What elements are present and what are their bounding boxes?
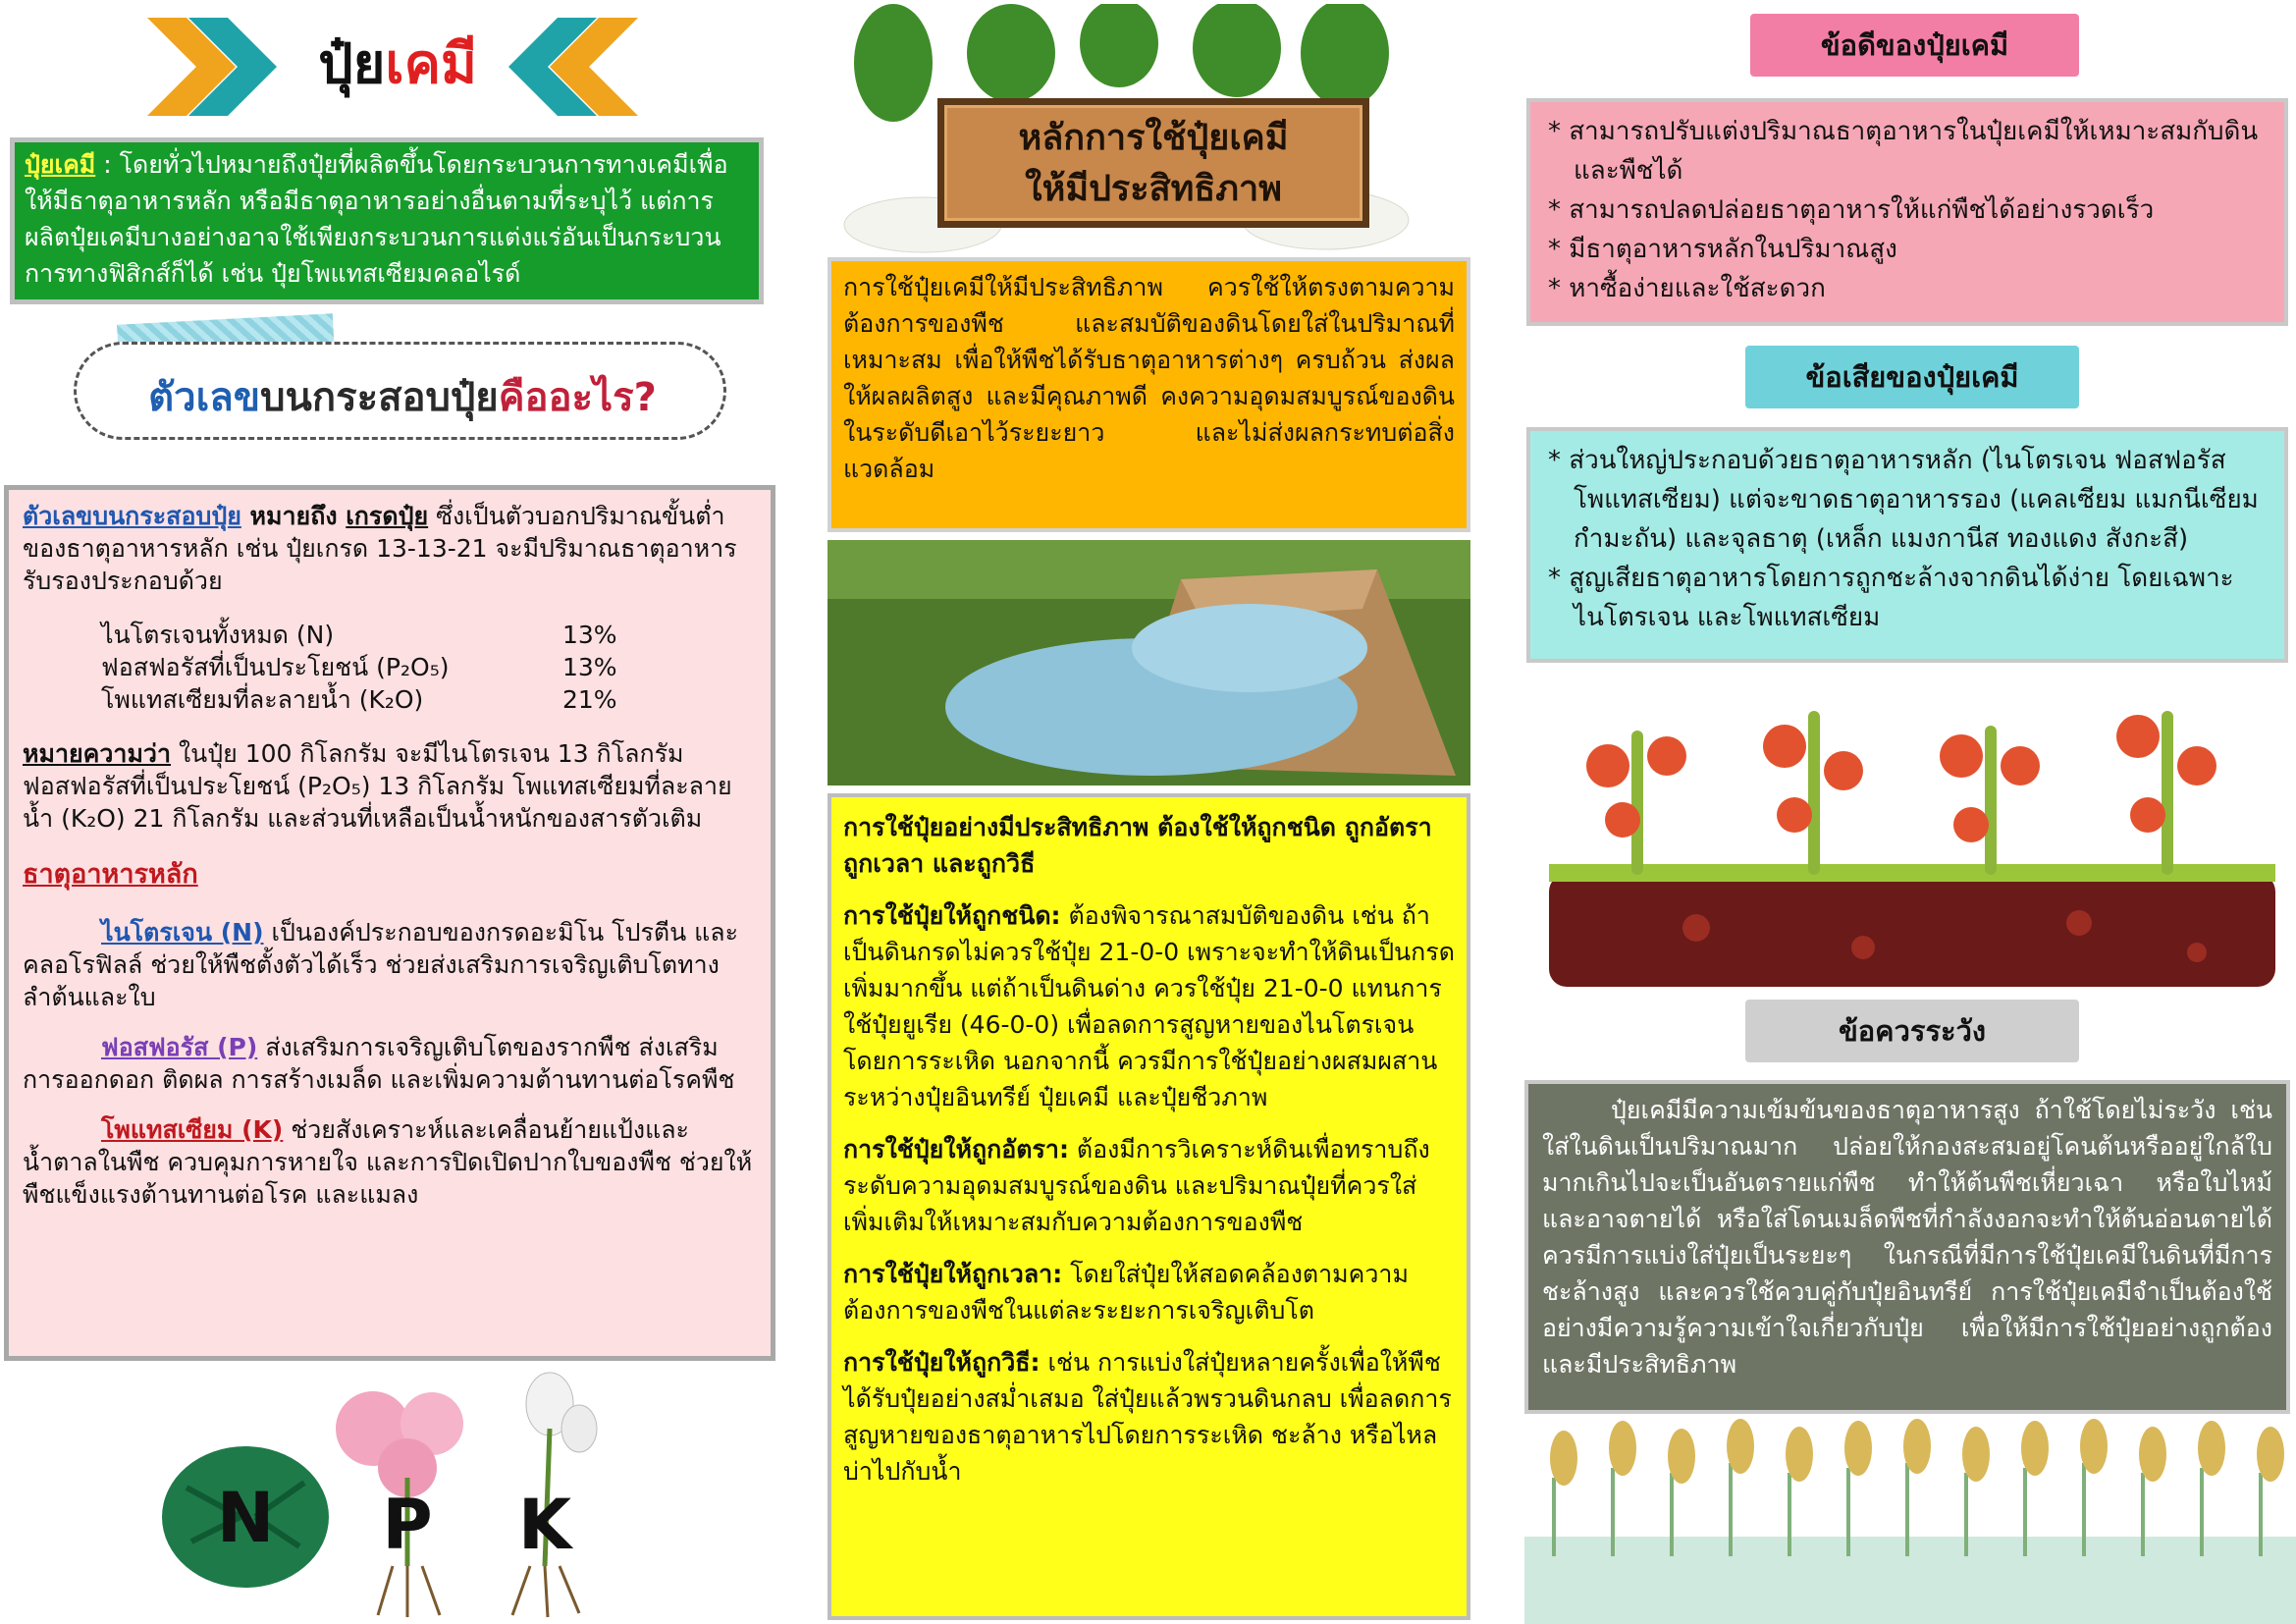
principle-item (843, 1131, 1455, 1240)
phosphorus-text: ส่งเสริมการเจริญเติบโตของรากพืช ส่งเสริมการออกดอก ติดผล การสร้างเมล็ด และเพิ่มความต้านทานต่อโรคพืช (23, 1033, 735, 1094)
question-part2: บนกระสอบปุ๋ย (260, 375, 499, 420)
pros-item: * หาซื้อง่ายและใช้สะดวก (1548, 274, 1826, 303)
page-title (280, 20, 515, 107)
nitrogen-text: เป็นองค์ประกอบของกรดอะมิโน โปรตีน และคลอโรฟิลล์ ช่วยให้พืชตั้งตัวได้เร็ว ช่วยส่งเสริมการเจริญเติบโตทางลำต้นและใบ (23, 918, 739, 1011)
principles-signboard (937, 98, 1369, 228)
potassium-term: โพแทสเซียม (K) (101, 1115, 284, 1144)
numbers-lead (23, 500, 757, 597)
question-part3: คืออะไร? (498, 375, 657, 420)
principle-item (843, 897, 1455, 1115)
nutrient-name: โพแทสเซียมที่ละลายน้ำ (K₂O) (101, 685, 424, 714)
principle-text: เช่น การแบ่งใส่ปุ๋ยหลายครั้งเพื่อให้พืชได้รับปุ๋ยอย่างสม่ำเสมอ ใส่ปุ๋ยแล้วพรวนดินกลบ เพื่อลดการสูญหายของธาตุอาหารไปโดยการระเหิด ชะล้าง หรือไหลบ่าไปกับน้ำ (843, 1348, 1452, 1486)
numbers-explanation-box (4, 485, 775, 1361)
lead-term2: เกรดปุ๋ย (346, 502, 429, 530)
principle-text: ต้องมีการวิเคราะห์ดินเพื่อทราบถึงระดับความอุดมสมบูรณ์ของดิน และปริมาณปุ๋ยที่ควรใส่เพิ่มเติมให้เหมาะสมกับความต้องการของพืช (843, 1135, 1430, 1236)
phosphorus-term: ฟอสฟอรัส (P) (101, 1033, 258, 1061)
meaning-paragraph (23, 737, 757, 835)
meaning-term: หมายความว่า (23, 739, 172, 768)
intro-text: การใช้ปุ๋ยเคมีให้มีประสิทธิภาพ ควรใช้ให้ตรงตามความต้องการของพืช และสมบัติของดินโดยใส่ในปริมาณที่เหมาะสม เพื่อให้พืชได้รับธาตุอาหารต่างๆ ครบถ้วน ส่งผลให้ผลผลิตสูง และมีคุณภาพดี คงความอุดมสมบูรณ์ของดินในระดับดีเอาไว้ระยะยาว และไม่ส่งผลกระทบต่อสิ่งแวดล้อม (843, 273, 1455, 483)
fertilizer-sack-photo (828, 540, 1470, 785)
cons-title: ข้อเสียของปุ๋ยเคมี (1745, 346, 2079, 408)
lead-term: ตัวเลขบนกระสอบปุ๋ย (23, 502, 241, 530)
lead-text: ซึ่งเป็นตัวบอกปริมาณขั้นต่ำของธาตุอาหารหลัก เช่น ปุ๋ยเกรด 13-13-21 จะมีปริมาณธาตุอาหารรับรองประกอบด้วย (23, 502, 737, 595)
principle-item (843, 1344, 1455, 1489)
nutrient-row (23, 619, 757, 651)
question-heading (79, 365, 726, 428)
sign-line2: ให้มีประสิทธิภาพ (1025, 169, 1282, 209)
rice-field-illustration (1524, 1419, 2296, 1624)
meaning-text: ในปุ๋ย 100 กิโลกรัม จะมีไนโตรเจน 13 กิโลกรัม ฟอสฟอรัสที่เป็นประโยชน์ (P₂O₅) 13 กิโลกรัม โพแทสเซียมที่ละลายน้ำ (K₂O) 21 กิโลกรัม และส่วนที่เหลือเป็นน้ำหนักของสารตัวเติม (23, 739, 732, 833)
definition-term: ปุ๋ยเคมี (25, 150, 96, 179)
pros-title: ข้อดีของปุ๋ยเคมี (1750, 14, 2079, 77)
nutrient-value: 21% (562, 685, 617, 714)
principles-heading: การใช้ปุ๋ยอย่างมีประสิทธิภาพ ต้องใช้ให้ถูกชนิด ถูกอัตรา ถูกเวลา และถูกวิธี (843, 813, 1432, 878)
question-part1: ตัวเลข (148, 375, 261, 420)
title-part1: ปุ๋ย (318, 32, 386, 96)
nutrient-name: ไนโตรเจนทั้งหมด (N) (101, 621, 335, 649)
principle-text: โดยใส่ปุ๋ยให้สอดคล้องตามความต้องการของพืชในแต่ละระยะการเจริญเติบโต (843, 1260, 1409, 1325)
definition-text: : โดยทั่วไปหมายถึงปุ๋ยที่ผลิตขึ้นโดยกระบวนการทางเคมีเพื่อให้มีธาตุอาหารหลัก หรือมีธาตุอาหารอย่างอื่นตามที่ระบุไว้ แต่การผลิตปุ๋ยเคมีบางอย่างอาจใช้เพียงกระบวนการแต่งแร่อันเป็นกระบวนการทางฟิสิกส์ก็ได้ เช่น ปุ๋ยโพแทสเซียมคลอไรด์ (25, 150, 728, 288)
npk-plants-illustration (147, 1370, 638, 1620)
tomato-plants-illustration (1549, 677, 2275, 987)
intro-box (828, 257, 1470, 532)
principle-term: การใช้ปุ๋ยให้ถูกวิธี: (843, 1348, 1041, 1377)
principle-text: ต้องพิจารณาสมบัติของดิน เช่น ถ้าเป็นดินกรดไม่ควรใช้ปุ๋ย 21-0-0 เพราะจะทำให้ดินเป็นกรดเพิ่มมากขึ้น แต่ถ้าเป็นดินด่าง ควรใช้ปุ๋ย 21-0-0 แทนการใช้ปุ๋ยยูเรีย (46-0-0) เพื่อลดการสูญหายของไนโตรเจนโดยการระเหิด นอกจากนี้ ควรมีการใช้ปุ๋ยอย่างผสมผสานระหว่างปุ๋ยอินทรีย์ ปุ๋ยเคมี และปุ๋ยชีวภาพ (843, 901, 1455, 1111)
principle-term: การใช้ปุ๋ยให้ถูกอัตรา: (843, 1135, 1069, 1164)
principle-item (843, 1256, 1455, 1328)
caution-text: ปุ๋ยเคมีมีความเข้มข้นของธาตุอาหารสูง ถ้าใช้โดยไม่ระวัง เช่น ใส่ในดินเป็นปริมาณมาก ปล่อยให้กองสะสมอยู่โคนต้นหรืออยู่ใกล้ใบมากเกินไปจะเป็นอันตรายแก่พืช ทำให้ต้นพืชเหี่ยวเฉา หรือใบไหม้ และอาจตายได้ หรือใส่โดนเมล็ดพืชที่กำลังงอกจะทำให้ต้นอ่อนตายได้ ควรมีการแบ่งใส่ปุ๋ยเป็นระยะๆ ในกรณีที่มีการใช้ปุ๋ยเคมีในดินที่มีการชะล้างสูง และควรใช้ควบคู่กับปุ๋ยอินทรีย์ การใช้ปุ๋ยเคมีจำเป็นต้องใช้อย่างมีความรู้ความเข้าใจเกี่ยวกับปุ๋ย เพื่อให้มีการใช้ปุ๋ยอย่างถูกต้องและมีประสิทธิภาพ (1542, 1096, 2272, 1379)
nitrogen-term: ไนโตรเจน (N) (101, 918, 264, 947)
npk-letter: P (382, 1485, 433, 1565)
caution-title: ข้อควรระวัง (1745, 1000, 2079, 1062)
npk-letter: K (517, 1485, 572, 1565)
nutrient-row (23, 683, 757, 716)
pros-box (1526, 98, 2288, 326)
nutrient-value: 13% (562, 653, 617, 681)
pros-item: * สามารถปลดปล่อยธาตุอาหารให้แก่พืชได้อย่างรวดเร็ว (1548, 195, 2155, 225)
title-part2: เคมี (385, 32, 477, 96)
caution-box (1524, 1080, 2290, 1414)
principles-box (828, 793, 1470, 1620)
nutrient-row (23, 651, 757, 683)
principle-term: การใช้ปุ๋ยให้ถูกเวลา: (843, 1260, 1063, 1288)
pros-item: * มีธาตุอาหารหลักในปริมาณสูง (1548, 235, 1897, 264)
sign-line1: หลักการใช้ปุ๋ยเคมี (1018, 118, 1289, 158)
potassium-paragraph (23, 1113, 757, 1211)
lead-mid: หมายถึง (240, 502, 347, 530)
cons-item: * ส่วนใหญ่ประกอบด้วยธาตุอาหารหลัก (ไนโตรเจน ฟอสฟอรัส โพแทสเซียม) แต่จะขาดธาตุอาหารรอง (แคลเซียม แมกนีเซียม กำมะถัน) และจุลธาตุ (เหล็ก แมงกานีส ทองแดง สังกะสี) (1548, 446, 2259, 554)
nutrient-name: ฟอสฟอรัสที่เป็นประโยชน์ (P₂O₅) (101, 653, 450, 681)
macro-nutrients-heading: ธาตุอาหารหลัก (23, 859, 198, 890)
npk-letter: N (216, 1478, 275, 1558)
nutrient-value: 13% (562, 621, 617, 649)
principle-term: การใช้ปุ๋ยให้ถูกชนิด: (843, 901, 1061, 930)
pros-item: * สามารถปรับแต่งปริมาณธาตุอาหารในปุ๋ยเคมีให้เหมาะสมกับดินและพืชได้ (1548, 117, 2259, 186)
cons-box (1526, 427, 2288, 663)
definition-box (10, 137, 764, 304)
potassium-text: ช่วยสังเคราะห์และเคลื่อนย้ายแป้งและน้ำตาลในพืช ควบคุมการหายใจ และการปิดเปิดปากใบของพืช ช่วยให้พืชแข็งแรงต้านทานต่อโรค และแมลง (23, 1115, 753, 1209)
cons-item: * สูญเสียธาตุอาหารโดยการถูกชะล้างจากดินได้ง่าย โดยเฉพาะไนโตรเจน และโพแทสเซียม (1548, 564, 2234, 632)
nitrogen-paragraph (23, 916, 757, 1013)
phosphorus-paragraph (23, 1031, 757, 1096)
